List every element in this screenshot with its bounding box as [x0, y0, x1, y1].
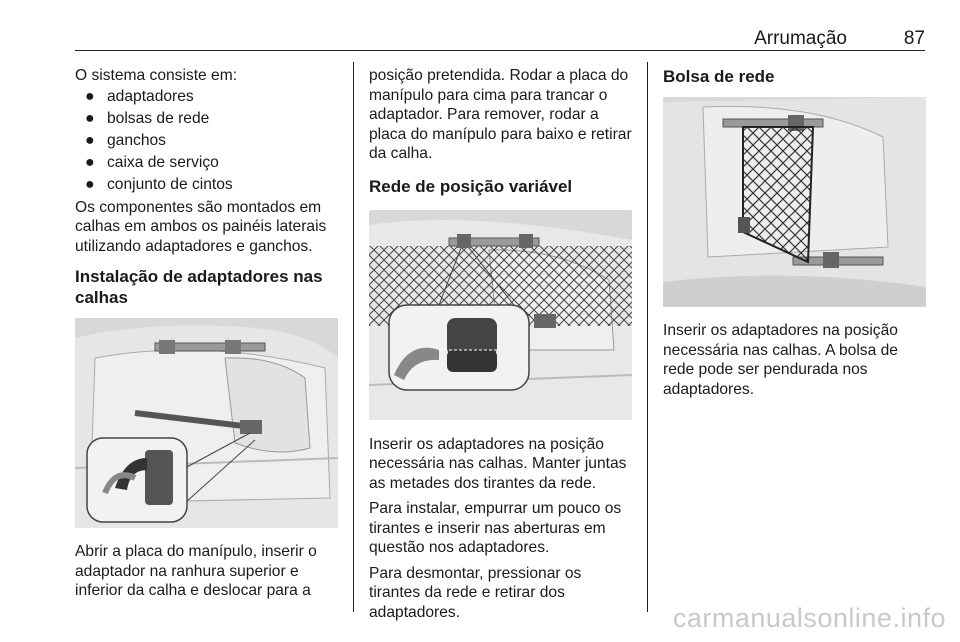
net-paragraph-1: Inserir os adaptadores na posição necessária nas calhas. Manter juntas as metades dos tirantes da rede.	[369, 435, 627, 492]
continuation-paragraph: posição pretendida. Rodar a placa do manípulo para cima para trancar o adaptador. Para remover, rodar a placa do manípulo para baixo e retirar da calha.	[369, 67, 632, 162]
list-item: ● conjunto de cintos	[75, 174, 340, 196]
list-item: ● caixa de serviço	[75, 152, 340, 174]
bullet-dot-icon: ●	[85, 175, 95, 193]
bullet-dot-icon: ●	[85, 153, 95, 171]
list-item: ● ganchos	[75, 130, 340, 152]
section-heading-adapters: Instalação de adaptadores nas calhas	[75, 267, 323, 307]
body-paragraph: Os componentes são montados em calhas em ambos os painéis laterais utilizando adaptadores e ganchos.	[75, 198, 327, 255]
intro-text: O sistema consiste em:	[75, 67, 238, 84]
page-header	[75, 24, 925, 51]
variable-net-figure	[369, 210, 632, 420]
net-paragraph-3: Para desmontar, pressionar os tirantes da rede e retirar dos adaptadores.	[369, 564, 582, 621]
page-number: 87	[903, 28, 925, 49]
net-paragraph-2: Para instalar, empurrar um pouco os tirantes e inserir nas aberturas em questão nos adaptadores.	[369, 500, 622, 556]
column-divider-right	[647, 62, 648, 612]
net-bag-figure	[663, 97, 926, 307]
figure-caption: Abrir a placa do manípulo, inserir o adaptador na ranhura superior e inferior da calha e deslocar para a	[75, 543, 317, 599]
net-bag-paragraph: Inserir os adaptadores na posição necessária nas calhas. A bolsa de rede pode ser pendurada nos adaptadores.	[663, 322, 898, 398]
bullet-dot-icon: ●	[85, 87, 95, 105]
list-item: ● bolsas de rede	[75, 108, 340, 130]
bullet-dot-icon: ●	[85, 109, 95, 127]
column-divider-left	[353, 62, 354, 612]
column-2	[369, 66, 635, 628]
list-item: ● adaptadores	[75, 86, 340, 108]
page-title: Arrumação	[754, 28, 847, 49]
column-3	[663, 66, 925, 405]
bullet-dot-icon: ●	[85, 131, 95, 149]
column-1	[75, 66, 340, 607]
adapter-installation-figure	[75, 318, 338, 528]
section-heading-net-bag: Bolsa de rede	[663, 67, 775, 86]
watermark: carmanualsonline.info	[672, 603, 946, 633]
component-list	[75, 86, 340, 196]
section-heading-variable-net: Rede de posição variável	[369, 176, 573, 196]
